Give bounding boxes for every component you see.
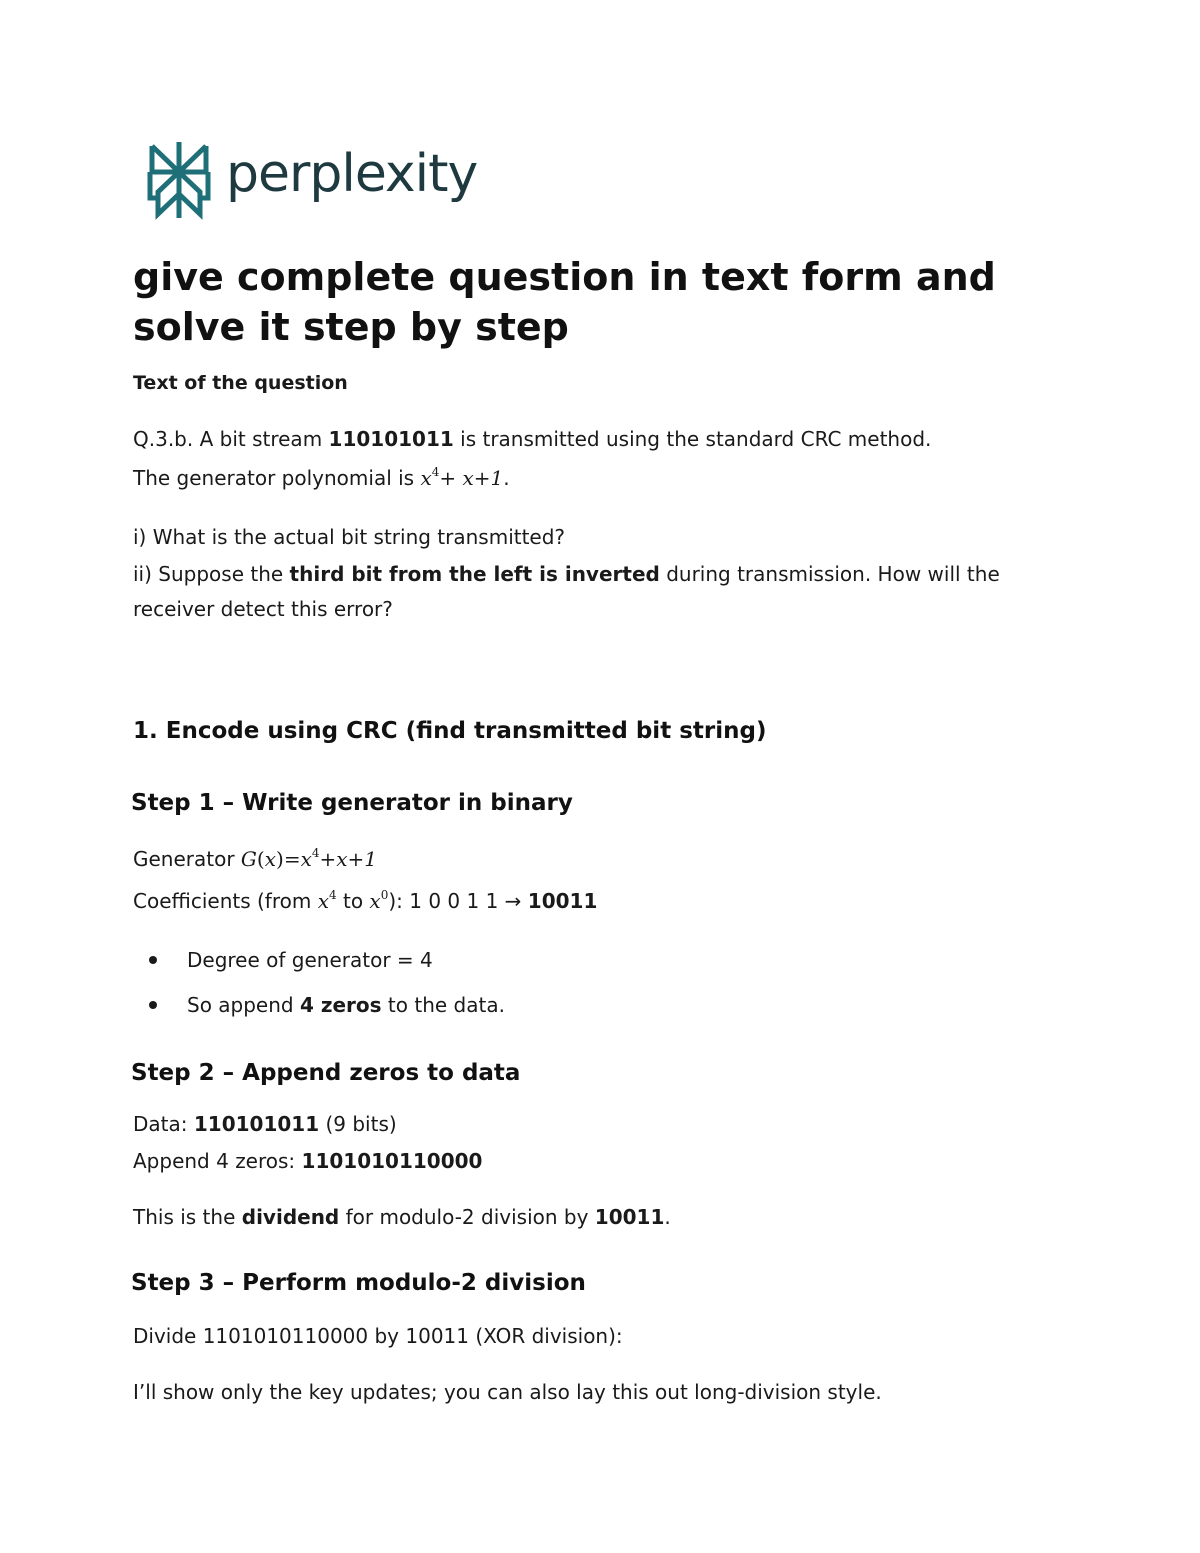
- question-part-ii: [133, 561, 1000, 587]
- gen-x: x: [264, 847, 276, 871]
- q-ii-bold: third bit from the left is inverted: [289, 562, 660, 586]
- append-line: [133, 1148, 482, 1174]
- q-ii-post: during transmission. How will the: [659, 562, 1000, 586]
- q2-pre: The generator polynomial is: [133, 466, 421, 490]
- div-end: .: [664, 1205, 671, 1229]
- div-bold1: dividend: [241, 1205, 340, 1229]
- gen-rest: +x+1: [319, 847, 378, 871]
- data-bold: 110101011: [193, 1112, 320, 1136]
- logo-wordmark: perplexity: [226, 144, 478, 204]
- q2-x: x: [420, 466, 432, 490]
- question-part-i: i) What is the actual bit string transmitted?: [133, 525, 566, 549]
- gen-G: G: [240, 847, 257, 871]
- question-line-2: [133, 465, 510, 491]
- data-pre: Data:: [133, 1112, 194, 1136]
- coefficients-line: [133, 888, 597, 914]
- gen-label: Generator: [133, 847, 241, 871]
- bullet-append: [187, 992, 505, 1018]
- append-bold: 1101010110000: [301, 1149, 483, 1173]
- div-mid: for modulo-2 division by: [339, 1205, 595, 1229]
- coef-bold: 10011: [527, 889, 598, 913]
- div-pre: This is the: [133, 1205, 242, 1229]
- gen-x2: x: [300, 847, 312, 871]
- step-1-heading: Step 1 – Write generator in binary: [131, 790, 573, 816]
- q1-pre: Q.3.b. A bit stream: [133, 427, 329, 451]
- gen-exp: 4: [311, 846, 320, 860]
- q2-exp: 4: [431, 465, 440, 479]
- data-post: (9 bits): [319, 1112, 397, 1136]
- section-1-heading: 1. Encode using CRC (find transmitted bit string): [133, 718, 767, 744]
- b2-post: to the data.: [381, 993, 505, 1017]
- question-line-1: [133, 426, 931, 452]
- perplexity-logo-icon: [146, 140, 212, 220]
- step-3-heading: Step 3 – Perform modulo-2 division: [131, 1270, 586, 1296]
- append-pre: Append 4 zeros:: [133, 1149, 302, 1173]
- gen-lparen: (: [256, 847, 265, 871]
- coef-x-a: x: [317, 889, 329, 913]
- key-updates-line: I’ll show only the key updates; you can also lay this out long-division style.: [133, 1380, 882, 1404]
- bullet-icon: [149, 956, 157, 964]
- step-2-heading: Step 2 – Append zeros to data: [131, 1060, 521, 1086]
- perplexity-logo: [146, 140, 477, 220]
- question-heading: Text of the question: [133, 372, 348, 394]
- bullet-degree: Degree of generator = 4: [187, 948, 433, 972]
- q2-end: .: [503, 466, 510, 490]
- q2-rest: + x+1: [439, 466, 504, 490]
- question-part-ii-line2: receiver detect this error?: [133, 597, 393, 621]
- coef-post: ): 1 0 0 1 1 →: [388, 889, 528, 913]
- q1-bits: 110101011: [328, 427, 454, 451]
- dividend-line: [133, 1204, 671, 1230]
- coef-x-b: x: [369, 889, 381, 913]
- q1-post: is transmitted using the standard CRC method.: [453, 427, 932, 451]
- coef-mid: to: [336, 889, 370, 913]
- b2-bold: 4 zeros: [299, 993, 382, 1017]
- page-title: give complete question in text form and solve it step by step: [133, 255, 996, 349]
- coef-exp-a: 4: [328, 888, 337, 902]
- q-ii-pre: ii) Suppose the: [133, 562, 290, 586]
- data-line: [133, 1111, 397, 1137]
- gen-rparen: ): [276, 847, 284, 871]
- coef-pre: Coefficients (from: [133, 889, 318, 913]
- bullet-icon: [149, 1001, 157, 1009]
- div-bold2: 10011: [594, 1205, 665, 1229]
- generator-line: [133, 846, 377, 872]
- gen-eq: =: [283, 847, 301, 871]
- b2-pre: So append: [187, 993, 300, 1017]
- coef-exp-b: 0: [380, 888, 389, 902]
- division-line: Divide 1101010110000 by 10011 (XOR division):: [133, 1324, 623, 1348]
